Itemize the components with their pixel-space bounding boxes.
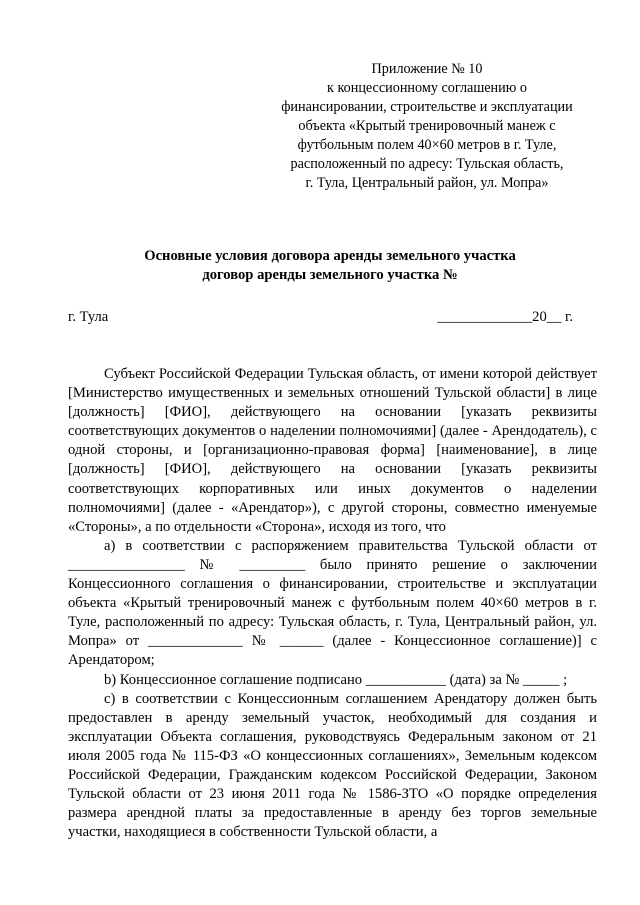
appendix-line: Приложение № 10 <box>371 61 483 77</box>
clause-a-paragraph: а) в соответствии с распоряжением правительства Тульской области от ________________ № _________ было принято решение о заключении Концессионного соглашения о финансировании, строительстве и эксплуатации объекта «Крытый тренировочный манеж с футбольным полем 40×60 метров в г. Туле, расположенный по адресу: Тульская область, г. Тула, Центральный район, ул. Мопра» от _____________ № ______ (далее - Концессионное соглашение)] с Арендатором; <box>68 537 597 669</box>
appendix-line: объекта «Крытый тренировочный манеж с <box>298 118 556 134</box>
title-line-1: Основные условия договора аренды земельного участка <box>144 248 516 264</box>
date-placeholder: _____________20__ г. <box>437 309 573 325</box>
appendix-line: к концессионному соглашению о <box>327 80 527 96</box>
document-title <box>60 247 600 285</box>
city-label: г. Тула <box>68 309 109 325</box>
appendix-line: финансировании, строительстве и эксплуатации <box>281 99 573 115</box>
clause-c-paragraph: с) в соответствии с Концессионным соглашением Арендатору должен быть предоставлен в аренду земельный участок, необходимый для создания и эксплуатации Объекта соглашения, руководствуясь Федеральным законом от 21 июля 2005 года № 115-ФЗ «О концессионных соглашениях», Земельным кодексом Российской Федерации, Гражданским кодексом Российской Федерации, Законом Тульской области от 23 июня 2011 года № 1586-ЗТО «О порядке определения размера арендной платы за предоставленные в аренду без торгов земельные участки, находящиеся в собственности Тульской области, а <box>68 690 597 841</box>
title-line-2: договор аренды земельного участка № <box>202 267 458 283</box>
preamble-paragraph: Субъект Российской Федерации Тульская область, от имени которой действует [Министерство имущественных и земельных отношений Тульской области] в лице [должность] [ФИО], действующего на основании [указать реквизиты соответствующих документов о наделении полномочиями] (далее - Арендодатель), с одной стороны, и [организационно-правовая форма] [наименование], в лице [должность] [ФИО], действующего на основании [указать реквизиты соответствующих корпоративных или иных документов о наделении полномочиями] (далее - «Арендатор»), с другой стороны, совместно именуемые «Стороны», а по отдельности «Сторона», исходя из того, что <box>68 366 597 535</box>
document-body <box>68 365 597 842</box>
clause-b-paragraph: b) Концессионное соглашение подписано ___________ (дата) за № _____ ; <box>104 671 568 688</box>
appendix-line: футбольным полем 40×60 метров в г. Туле, <box>297 137 557 153</box>
appendix-line: г. Тула, Центральный район, ул. Мопра» <box>305 175 549 191</box>
appendix-header <box>262 60 592 193</box>
appendix-line: расположенный по адресу: Тульская область, <box>290 156 564 172</box>
